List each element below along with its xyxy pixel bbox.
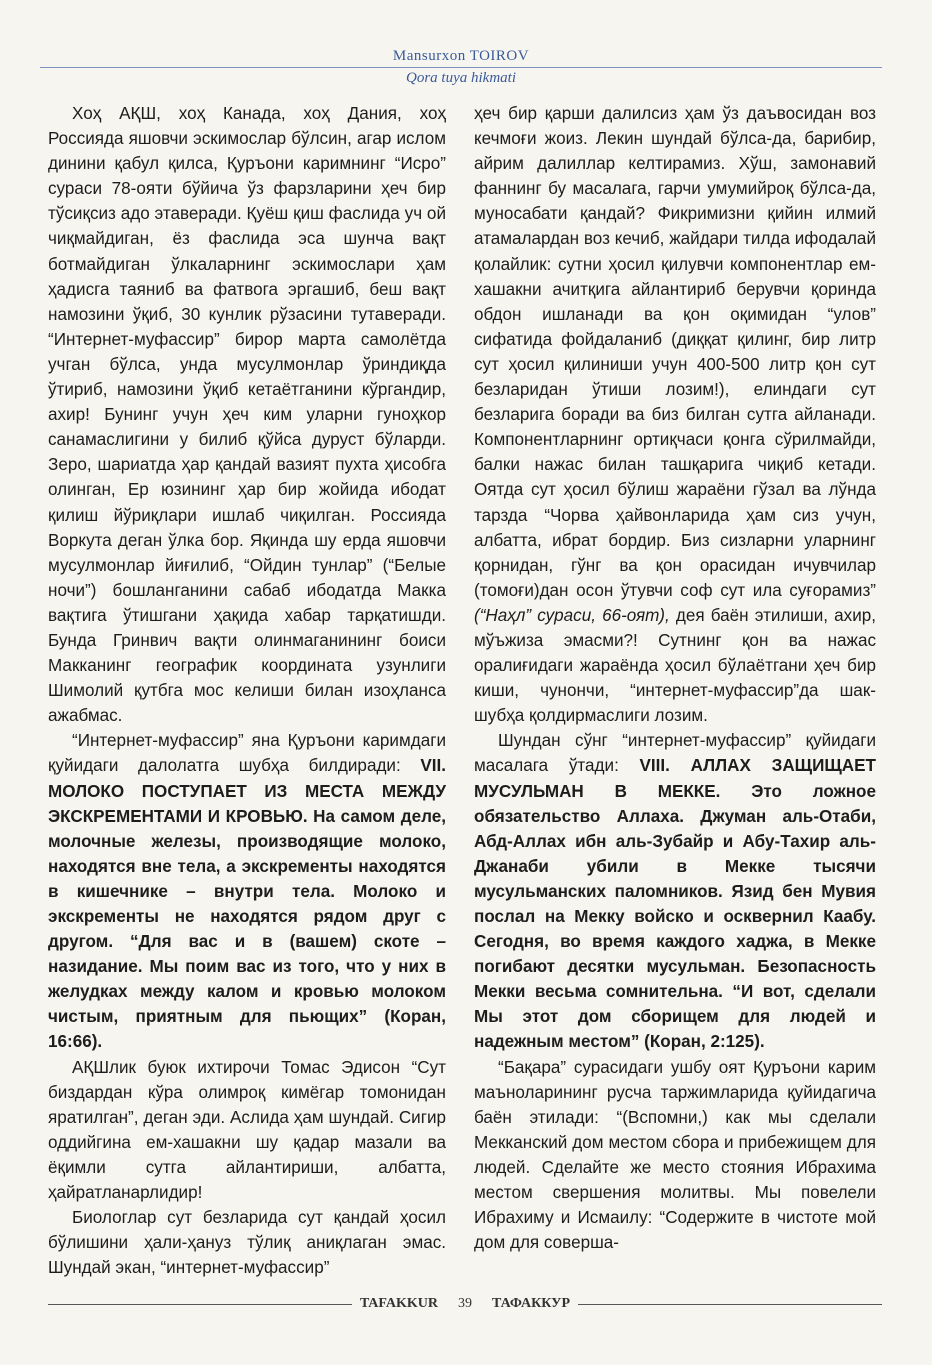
header-rule [40,67,882,68]
right-paragraph-3: “Бақара” сурасидаги ушбу оят Қуръони карим маъноларининг русча таржимларида қуйидагича баён этилади: “(Вспомни,) как мы сделали Мекканский дом местом сбора и прибежищем для людей. Сделайте же место стояния Ибрахима местом свершения молитвы. Мы повелели Ибрахиму и Исмаилу: “Содержите в чистоте мой дом для соверша- [474,1057,876,1253]
left-paragraph-2 [48,728,446,1054]
left-column [48,101,446,1280]
header-book-title: Qora tuya hikmati [406,70,516,86]
footer-journal-cyrillic: ТАФАККУР [492,1296,571,1311]
left-paragraph-2-quote: VII. МОЛОКО ПОСТУПАЕТ ИЗ МЕСТА МЕЖДУ ЭКСКРЕМЕНТАМИ И КРОВЬЮ. На самом деле, молочные железы, производящие молоко, находятся вне тела, а экскременты находятся в кишечнике – внутри тела. Молоко и экскременты не находятся рядом друг с другом. “Для вас и в (вашем) скоте – назидание. Мы поим вас из того, что у них в желудках между калом и кровью молоком чистым, приятным для пьющих” (Коран, 16:66). [48,756,446,1052]
header-author: Mansurxon TOIROV [392,48,530,64]
footer-rule-right [578,1304,882,1305]
right-paragraph-2-text: Шундан сўнг “интернет-муфассир” қуйидаги масалага ўтади: [474,731,876,776]
left-paragraph-2-text: “Интернет-муфассир” яна Қуръони каримдаги қуйидаги далолатга шубҳа билдиради: [48,731,446,776]
right-paragraph-1-citation: (“Наҳл” сураси, 66-оят), [474,605,670,625]
right-paragraph-1-text-a: ҳеч бир қарши далилсиз ҳам ўз даъвосидан воз кечмоғи жоиз. Лекин шундай бўлса-да, барибир, айрим далиллар келтирамиз. Хўш, замонавий фаннинг бу масалага, гарчи умумийроқ бўлса-да, муносабати қандай? Фикримизни қийин илмий атамалардан воз кечиб, жайдари тилда ифодалай қолайлик: сутни ҳосил қилувчи компонентлар ем-хашакни ачитқига айлантириб берувчи қоринда обдон ишланади ва қон оқимидан “улов” сифатида фойдаланиб (диққат қилинг, бир литр сут ҳосил қилиниши учун 400-500 литр қон сут безларидан ўтиши лозим!), елиндаги сут безларига боради ва биз билган сутга айланади. Компонентларнинг ортиқчаси қонга сўрилмайди, балки нажас билан ташқарига чиқиб кетади. Оятда сут ҳосил бўлиш жараёни гўзал ва лўнда тарзда “Чорва ҳайвонларида ҳам сиз учун, албатта, ибрат бордир. Биз сизларни уларнинг қорнидан, гўнг ва қон орасидан ичувчилар (томоғи)дан осон ўтувчи соф сут ила суғорамиз” [474,104,876,600]
right-paragraph-1 [474,101,876,728]
footer-rule-left [48,1304,352,1305]
right-paragraph-1-text-b: дея баён этилиши, ахир, мўъжиза эмасми?! Сутнинг қон ва нажас оралиғидаги жараёнда ҳосил бўлаётгани ҳеч бир киши, чунончи, “интернет-муфассир”да шак-шубҳа қолдирмаслиги лозим. [474,605,877,726]
left-paragraph-1: Хоҳ АҚШ, хоҳ Канада, хоҳ Дания, хоҳ Россияда яшовчи эскимослар бўлсин, агар ислом динини қабул қилса, Қуръони каримнинг “Исро” сураси 78-ояти бўйича ўз фарзларини ҳеч бир тўсиқсиз адо этаверади. Қуёш қиш фаслида уч ой чиқмайдиган, ёз фаслида эса шунча вақт ботмайдиган ўлкаларнинг эскимослари ҳам ҳадисга таяниб ва фатвога эргашиб, беш вақт намозини ўқиб, 30 кунлик рўзасини тутаверади. “Интернет-муфассир” бирор марта самолётда учган бўлса, унда мусулмонлар ўриндиқда ўтириб, намозини ўқиб кетаётганини кўргандир, ахир! Бунинг учун ҳеч ким уларни гуноҳкор санамаслигини у билиб қўйса дуруст бўларди. Зеро, шариатда ҳар қандай вазият пухта ҳисобга олинган, Ер юзининг ҳар бир жойида ибодат қилиш йўриқлари ишлаб чиқилган. Россияда Воркута деган ўлка бор. Яқинда шу ерда яшовчи мусулмонлар йиғилиб, “Ойдин тунлар” (“Белые ночи”) бошланганини сабаб ибодатда Макка вақтига ўтишгани ҳақида хабар тарқатишди. Бунда Гринвич вақти олинмаганининг боиси Макканинг географик координата узунлиги Шимолий қутбга мос келиши билан изоҳланса ажабмас. [48,104,446,726]
running-header [40,48,882,87]
left-paragraph-3: АҚШлик буюк ихтирочи Томас Эдисон “Сут биздардан кўра олимроқ кимёгар томонидан яратилган”, деган эди. Аслида ҳам шундай. Сигир оддийгина ем-хашакни шу қадар мазали ва ёқимли сутга айлантириши, албатта, ҳайратланарлидир! [48,1057,446,1203]
footer-journal-latin: TAFAKKUR [359,1296,439,1311]
right-paragraph-2 [474,728,876,1054]
right-paragraph-2-quote: VIII. АЛЛАХ ЗАЩИЩАЕТ МУСУЛЬМАН В МЕККЕ. Это ложное обязательство Аллаха. Джуман аль-Отаби, Абд-Аллах ибн аль-Зубайр и Абу-Тахир аль-Джанаби убили в Мекке тысячи мусульманских паломников. Язид бен Мувия послал на Мекку войско и осквернил Каабу. Сегодня, во время каждого хаджа, в Мекке погибают десятки мусульман. Безопасность Мекки весьма сомнительна. “И вот, сделали Мы этот дом сборищем для людей и надежным местом” (Коран, 2:125). [474,756,876,1052]
right-column [474,101,876,1255]
left-paragraph-4: Биологлар сут безларида сут қандай ҳосил бўлишини ҳали-ҳануз тўлиқ аниқлаган эмас. Шундай экан, “интернет-муфассир” [48,1208,446,1278]
page-number: 39 [458,1296,473,1311]
page-footer [48,1296,882,1312]
